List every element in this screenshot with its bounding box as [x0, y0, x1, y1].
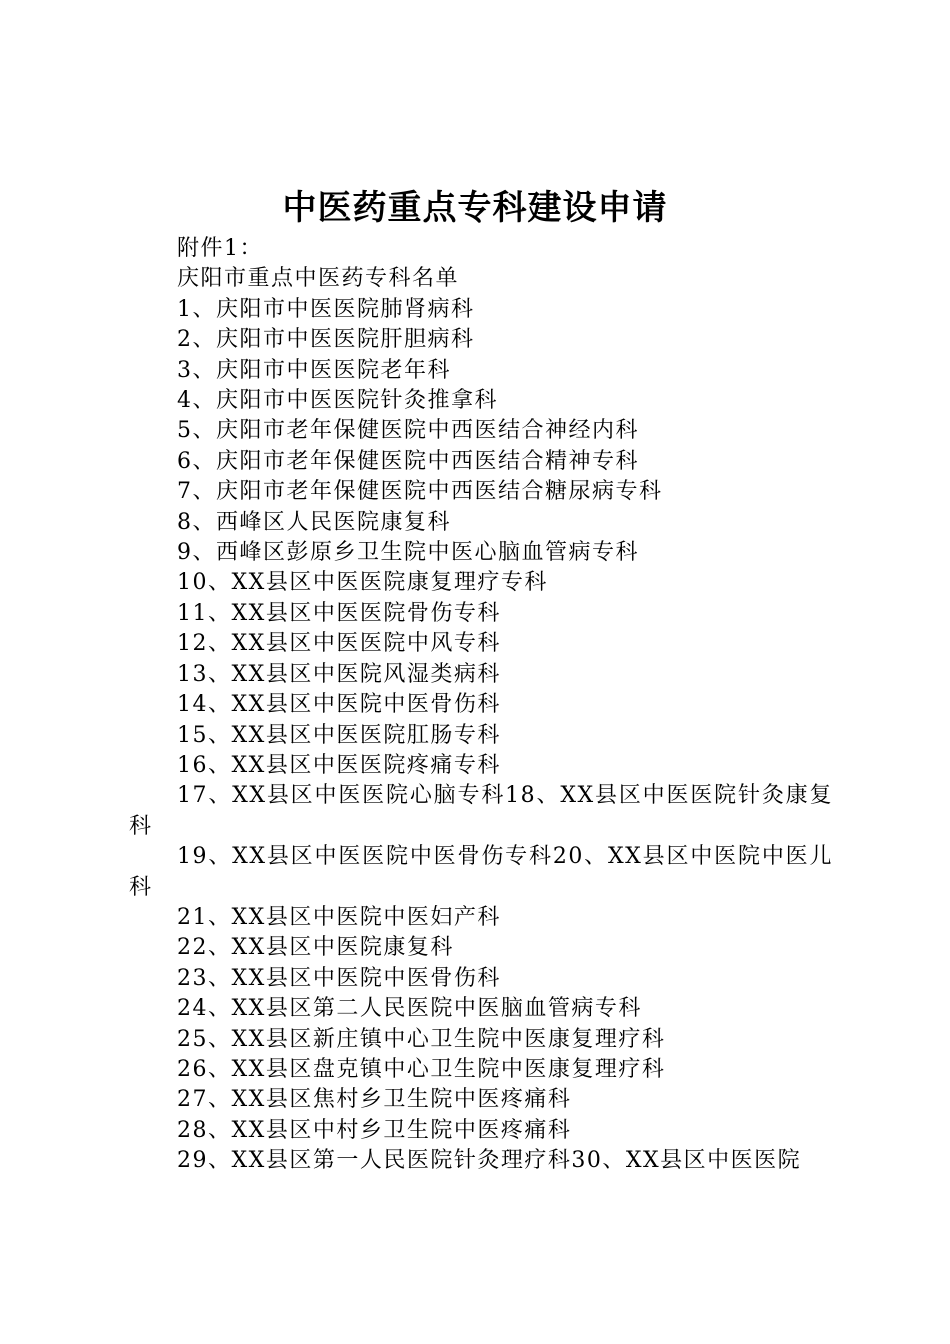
list-item: 25、XX县区新庄镇中心卫生院中医康复理疗科: [177, 1026, 666, 1052]
list-item: 2、庆阳市中医医院肝胆病科: [177, 327, 475, 353]
list-item: 10、XX县区中医医院康复理疗专科: [177, 570, 548, 596]
list-item: 28、XX县区中村乡卫生院中医疼痛科: [177, 1117, 572, 1143]
list-item: 7、庆阳市老年保健医院中西医结合糖尿病专科: [177, 479, 663, 505]
list-item: 4、庆阳市中医医院针灸推拿科: [177, 388, 498, 414]
document-body: [129, 234, 833, 1177]
list-item: 9、西峰区彭原乡卫生院中医心脑血管病专科: [177, 540, 639, 566]
list-item: 22、XX县区中医院康复科: [177, 935, 454, 961]
document-title: 中医药重点专科建设申请: [282, 188, 668, 228]
list-item: 3、庆阳市中医医院老年科: [177, 357, 451, 383]
list-item: 27、XX县区焦村乡卫生院中医疼痛科: [177, 1087, 572, 1113]
list-item: 12、XX县区中医医院中风专科: [177, 631, 501, 657]
list-item: 11、XX县区中医医院骨伤专科: [177, 600, 501, 626]
list-item: 16、XX县区中医医院疼痛专科: [177, 752, 501, 778]
list-item: 26、XX县区盘克镇中心卫生院中医康复理疗科: [177, 1056, 666, 1082]
list-item: 15、XX县区中医医院肛肠专科: [177, 722, 501, 748]
list-heading: 庆阳市重点中医药专科名单: [177, 266, 460, 292]
list-item: 29、XX县区第一人民医院针灸理疗科30、XX县区中医医院: [177, 1148, 802, 1174]
list-item: 19、XX县区中医医院中医骨伤专科20、XX县区中医院中医儿科: [129, 844, 833, 900]
list-item: 5、庆阳市老年保健医院中西医结合神经内科: [177, 418, 639, 444]
list-item: 21、XX县区中医院中医妇产科: [177, 904, 501, 930]
list-item: 1、庆阳市中医医院肺肾病科: [177, 296, 475, 322]
list-item: 24、XX县区第二人民医院中医脑血管病专科: [177, 996, 642, 1022]
list-item: 14、XX县区中医院中医骨伤科: [177, 692, 501, 718]
list-item: 23、XX县区中医院中医骨伤科: [177, 965, 501, 991]
list-item: 6、庆阳市老年保健医院中西医结合精神专科: [177, 448, 639, 474]
list-item: 8、西峰区人民医院康复科: [177, 509, 451, 535]
list-item: 13、XX县区中医院风湿类病科: [177, 661, 501, 687]
attachment-label: 附件1：: [177, 236, 263, 261]
list-item: 17、XX县区中医医院心脑专科18、XX县区中医医院针灸康复科: [129, 783, 833, 839]
